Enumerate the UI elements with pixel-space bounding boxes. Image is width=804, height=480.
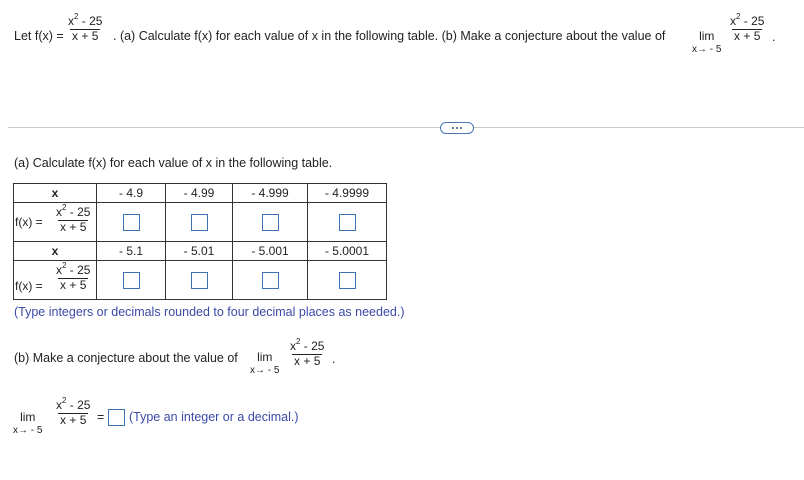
fx-label-cell (14, 261, 97, 300)
fraction-numerator: $x^2 - 25$ (56, 396, 91, 412)
fx-label-cell (14, 203, 97, 242)
lim-subscript: x→ - 5 (13, 425, 43, 436)
x-value: - 4.9 (97, 184, 166, 203)
part-b-hint: (Type an integer or a decimal.) (129, 410, 299, 424)
fraction-numerator: $x^2 - 25$ (730, 12, 765, 28)
fx-fraction (54, 261, 92, 292)
part-a-heading: (a) Calculate f(x) for each value of x in the following table. (14, 156, 333, 170)
fraction-numerator: $x^2 - 25$ (68, 12, 103, 28)
fraction-numerator: $x^2 - 25$ (56, 203, 91, 219)
answer-cell (166, 261, 233, 300)
x-value: - 5.01 (166, 242, 233, 261)
answer-input[interactable] (191, 272, 208, 289)
answer-input[interactable] (123, 214, 140, 231)
answer-input[interactable] (339, 272, 356, 289)
limit-answer-input[interactable] (108, 409, 125, 426)
x-value: - 5.0001 (308, 242, 387, 261)
fx-label: f(x) = (15, 215, 43, 229)
values-table (13, 183, 387, 300)
lim-word: lim (257, 350, 273, 364)
answer-input[interactable] (123, 272, 140, 289)
lim-word: lim (20, 410, 36, 424)
fraction-denominator: x + 5 (734, 29, 761, 43)
x-label: x (14, 184, 97, 203)
part-b-heading: (b) Make a conjecture about the value of (14, 351, 238, 365)
answer-cell (233, 261, 308, 300)
part-b-limit (250, 350, 279, 378)
fraction-denominator: x + 5 (60, 278, 87, 292)
section-divider (8, 127, 804, 128)
period: . (772, 30, 776, 44)
answer-cell (166, 203, 233, 242)
table-row (14, 203, 387, 242)
lim-word: lim (699, 29, 715, 43)
answer-cell (97, 261, 166, 300)
function-fraction (66, 12, 104, 43)
header-limit-fraction (728, 12, 766, 43)
answer-cell (308, 203, 387, 242)
table-row (14, 261, 387, 300)
equals-sign: = (97, 410, 105, 424)
problem-text (113, 29, 665, 43)
answer-input[interactable] (339, 214, 356, 231)
answer-cell (308, 261, 387, 300)
let-label: Let f(x) = (14, 29, 64, 43)
fraction-numerator: $x^2 - 25$ (56, 261, 91, 277)
part-a-hint: (Type integers or decimals rounded to four decimal places as needed.) (14, 305, 405, 319)
period: . (332, 352, 336, 366)
fraction-denominator: x + 5 (294, 354, 321, 368)
answer-limit (13, 410, 42, 438)
fraction-denominator: x + 5 (60, 413, 87, 427)
problem-text-body: . (a) Calculate f(x) for each value of x in the following table. (b) Make a conjecture about the value of (113, 29, 666, 43)
answer-input[interactable] (262, 272, 279, 289)
table-row (14, 242, 387, 261)
answer-cell (233, 203, 308, 242)
lim-subscript: x→ - 5 (692, 44, 722, 55)
fraction-denominator: x + 5 (72, 29, 99, 43)
answer-input[interactable] (191, 214, 208, 231)
x-value: - 4.9999 (308, 184, 387, 203)
answer-cell (97, 203, 166, 242)
x-value: - 4.99 (166, 184, 233, 203)
header-limit (692, 29, 721, 57)
x-value: - 4.999 (233, 184, 308, 203)
part-b-fraction (288, 337, 326, 368)
fx-fraction (54, 203, 92, 234)
fx-label: f(x) = (15, 279, 43, 293)
x-value: - 5.1 (97, 242, 166, 261)
fraction-numerator: $x^2 - 25$ (290, 337, 325, 353)
ellipsis-icon[interactable] (440, 122, 474, 134)
answer-fraction (54, 396, 92, 427)
table-row (14, 184, 387, 203)
x-value: - 5.001 (233, 242, 308, 261)
fraction-denominator: x + 5 (60, 220, 87, 234)
lim-subscript: x→ - 5 (250, 365, 280, 376)
x-label: x (14, 242, 97, 261)
answer-input[interactable] (262, 214, 279, 231)
